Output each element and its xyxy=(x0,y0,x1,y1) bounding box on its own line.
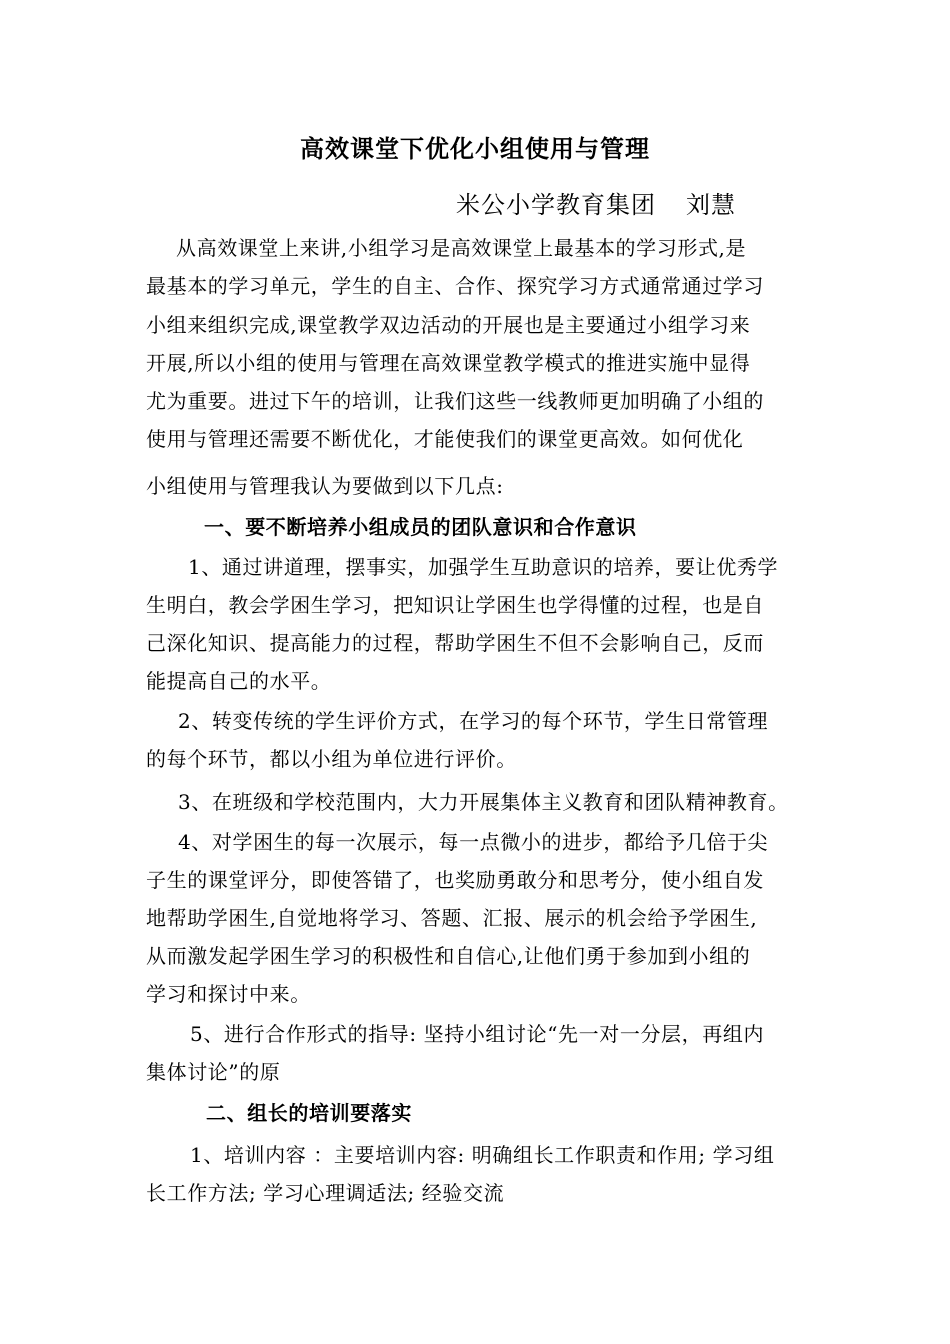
section-1-item-4-line-2: 子生的课堂评分，即使答错了，也奖励勇敢分和思考分，使小组自发 xyxy=(146,868,764,892)
section-1-item-4-line-3: 地帮助学困生,自觉地将学习、答题、汇报、展示的机会给予学困生, xyxy=(146,906,758,930)
intro-line-5: 尤为重要。进过下午的培训，让我们这些一线教师更加明确了小组的 xyxy=(146,389,764,413)
section-1-item-3-line-1: 3、在班级和学校范围内，大力开展集体主义教育和团队精神教育。 xyxy=(178,790,789,814)
section-1-item-2-line-1: 2、转变传统的学生评价方式，在学习的每个环节，学生日常管理 xyxy=(178,709,769,733)
author-name: 刘慧 xyxy=(686,191,736,219)
document-title: 高效课堂下优化小组使用与管理 xyxy=(300,135,650,163)
author-organization: 米公小学教育集团 xyxy=(456,191,656,219)
section-2-heading: 二、组长的培训要落实 xyxy=(206,1101,412,1125)
intro-line-1: 从高效课堂上来讲,小组学习是高效课堂上最基本的学习形式,是 xyxy=(176,236,747,260)
section-1-item-1-line-3: 己深化知识、提高能力的过程，帮助学困生不但不会影响自己，反而 xyxy=(146,631,764,655)
intro-line-3: 小组来组织完成,课堂教学双边活动的开展也是主要通过小组学习来 xyxy=(146,313,751,337)
section-1-item-5-line-1: 5、进行合作形式的指导: 坚持小组讨论“先一对一分层，再组内 xyxy=(190,1022,765,1046)
section-2-item-1-line-1: 1、培训内容 ：主要培训内容: 明确组长工作职责和作用; 学习组 xyxy=(190,1143,775,1167)
section-1-item-1-line-2: 生明白，教会学困生学习，把知识让学困生也学得懂的过程，也是自 xyxy=(146,593,764,617)
section-1-heading: 一、要不断培养小组成员的团队意识和合作意识 xyxy=(204,515,637,539)
section-2-item-1-line-2: 长工作方法; 学习心理调适法; 经验交流 xyxy=(146,1181,505,1205)
intro-line-4: 开展,所以小组的使用与管理在高效课堂教学模式的推进实施中显得 xyxy=(146,351,751,375)
intro-line-7: 小组使用与管理我认为要做到以下几点: xyxy=(146,474,504,498)
section-1-item-4-line-4: 从而激发起学困生学习的积极性和自信心,让他们勇于参加到小组的 xyxy=(146,944,751,968)
section-1-item-5-line-2: 集体讨论”的原 xyxy=(146,1060,281,1084)
section-1-item-1-line-1: 1、通过讲道理，摆事实，加强学生互助意识的培养，要让优秀学 xyxy=(188,555,779,579)
author-line xyxy=(456,190,736,220)
intro-line-6: 使用与管理还需要不断优化，才能使我们的课堂更高效。如何优化 xyxy=(146,427,744,451)
intro-line-2: 最基本的学习单元，学生的自主、合作、探究学习方式通常通过学习 xyxy=(146,274,764,298)
section-1-item-1-line-4: 能提高自己的水平。 xyxy=(146,669,332,693)
section-1-item-4-line-1: 4、对学困生的每一次展示，每一点微小的进步，都给予几倍于尖 xyxy=(178,830,769,854)
section-1-item-2-line-2: 的每个环节，都以小组为单位进行评价。 xyxy=(146,747,517,771)
section-1-item-4-line-5: 学习和探讨中来。 xyxy=(146,982,311,1006)
